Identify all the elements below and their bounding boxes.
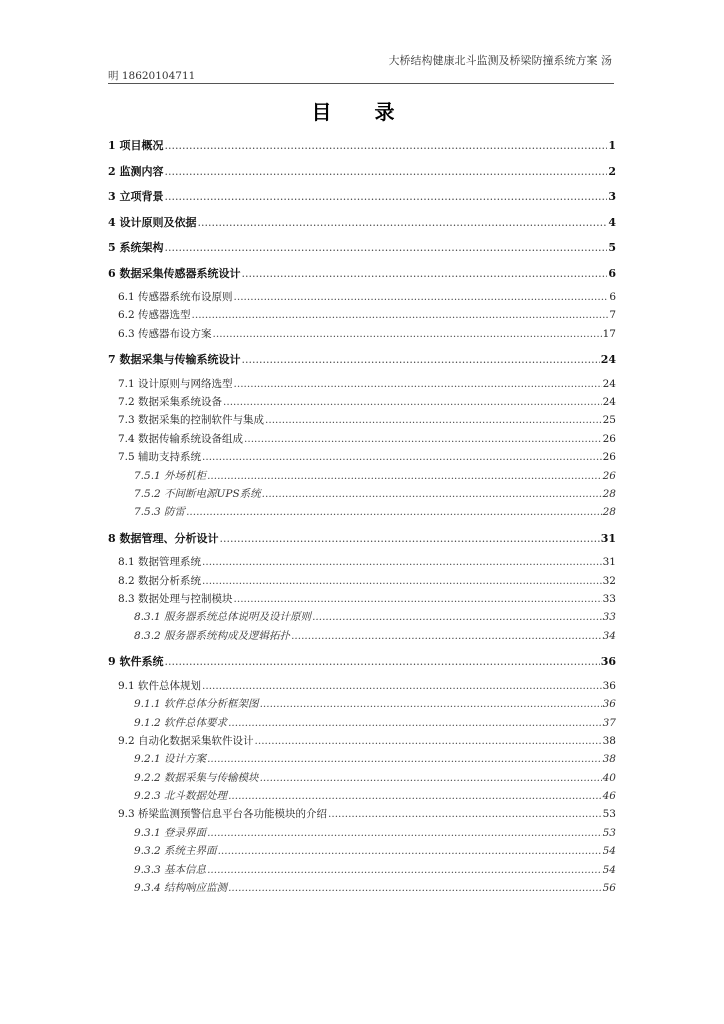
toc-entry-label: 7.2 数据采集系统设备 xyxy=(118,396,223,409)
toc-entry-page-number: 40 xyxy=(602,771,616,784)
toc-entry-level-3[interactable] xyxy=(108,881,616,899)
dot-leader xyxy=(164,163,607,181)
toc-entry-label: 9.3.3 基本信息 xyxy=(134,863,207,876)
dot-leader xyxy=(202,450,602,465)
toc-entry-page-number: 6 xyxy=(608,266,616,280)
toc-entry-page-number: 7 xyxy=(609,309,616,322)
toc-entry-label: 9.3.1 登录界面 xyxy=(134,826,207,839)
dot-leader xyxy=(207,469,602,484)
toc-entry-label: 8 数据管理、分析设计 xyxy=(108,531,219,545)
dot-leader xyxy=(312,610,602,625)
toc-entry-level-3[interactable] xyxy=(108,863,616,881)
dot-leader xyxy=(228,789,602,804)
toc-entry-level-1[interactable] xyxy=(108,351,616,377)
toc-entry-page-number: 34 xyxy=(602,629,616,642)
toc-entry-level-2[interactable] xyxy=(108,413,616,431)
toc-entry-page-number: 1 xyxy=(608,139,616,152)
toc-entry-label: 9.2.1 设计方案 xyxy=(134,753,207,766)
toc-entry-page-number: 3 xyxy=(608,190,616,203)
toc-entry-label: 7.4 数据传输系统设备组成 xyxy=(118,432,244,445)
toc-entry-page-number: 26 xyxy=(602,432,616,445)
toc-entry-page-number: 31 xyxy=(600,531,616,545)
dot-leader xyxy=(234,592,602,607)
toc-entry-page-number: 17 xyxy=(602,327,616,340)
toc-entry-page-number: 25 xyxy=(602,414,616,427)
toc-entry-label: 5 系统架构 xyxy=(108,241,164,254)
toc-entry-label: 7.5 辅助支持系统 xyxy=(118,451,202,464)
toc-entry-page-number: 6 xyxy=(609,291,616,303)
toc-entry-level-2[interactable] xyxy=(108,807,616,825)
toc-entry-page-number: 54 xyxy=(602,845,616,858)
toc-entry-page-number: 56 xyxy=(602,882,616,895)
toc-entry-label: 9.2 自动化数据采集软件设计 xyxy=(118,734,254,747)
toc-entry-label: 9.1 软件总体规划 xyxy=(118,679,202,692)
toc-entry-level-2[interactable] xyxy=(108,290,616,308)
toc-entry-label: 8.2 数据分析系统 xyxy=(118,574,202,587)
toc-entry-page-number: 28 xyxy=(602,506,616,519)
toc-entry-level-2[interactable] xyxy=(108,555,616,573)
dot-leader xyxy=(197,214,607,232)
toc-entry-label: 7 数据采集与传输系统设计 xyxy=(108,353,241,367)
toc-entry-label: 8.3.2 服务器系统构成及逻辑拓扑 xyxy=(134,629,291,642)
dot-leader xyxy=(265,413,602,428)
toc-entry-level-1[interactable] xyxy=(108,530,616,556)
toc-entry-level-1[interactable] xyxy=(108,653,616,679)
toc-entry-level-3[interactable] xyxy=(108,789,616,807)
toc-entry-level-3[interactable] xyxy=(108,505,616,523)
dot-leader xyxy=(207,863,602,878)
dot-leader xyxy=(219,530,599,548)
toc-entry-page-number: 4 xyxy=(608,215,616,229)
toc-entry-level-2[interactable] xyxy=(108,432,616,450)
toc-entry-level-2[interactable] xyxy=(108,450,616,468)
toc-entry-label: 6.2 传感器选型 xyxy=(118,309,191,322)
toc-entry-page-number: 33 xyxy=(602,593,616,606)
toc-entry-label: 4 设计原则及依据 xyxy=(108,215,197,229)
dot-leader xyxy=(241,351,599,369)
toc-entry-label: 6.3 传感器布设方案 xyxy=(118,327,212,340)
dot-leader xyxy=(260,771,602,786)
toc-entry-page-number: 24 xyxy=(602,396,616,409)
running-header-contact: 明 18620104711 xyxy=(108,70,196,82)
running-header-title: 大桥结构健康北斗监测及桥梁防撞系统方案 汤 xyxy=(388,54,612,67)
toc-entry-level-3[interactable] xyxy=(108,610,616,628)
toc-entry-label: 9 软件系统 xyxy=(108,655,164,669)
toc-entry-level-2[interactable] xyxy=(108,592,616,610)
toc-entry-label: 9.1.2 软件总体要求 xyxy=(134,716,228,729)
toc-entry-page-number: 28 xyxy=(602,488,616,501)
dot-leader xyxy=(262,487,602,502)
toc-entry-level-3[interactable] xyxy=(108,826,616,844)
dot-leader xyxy=(192,308,609,323)
dot-leader xyxy=(207,752,602,767)
toc-entry-level-1[interactable] xyxy=(108,137,616,163)
toc-entry-page-number: 53 xyxy=(602,826,616,839)
toc-entry-page-number: 32 xyxy=(602,574,616,587)
dot-leader xyxy=(202,574,602,589)
toc-entry-level-3[interactable] xyxy=(108,716,616,734)
toc-entry-level-2[interactable] xyxy=(108,395,616,413)
dot-leader xyxy=(164,188,607,206)
toc-entry-level-2[interactable] xyxy=(108,308,616,326)
dot-leader xyxy=(223,395,602,410)
dot-leader xyxy=(244,432,602,447)
dot-leader xyxy=(202,555,602,570)
toc-entry-level-2[interactable] xyxy=(108,377,616,395)
toc-entry-level-3[interactable] xyxy=(108,629,616,647)
toc-entry-level-3[interactable] xyxy=(108,771,616,789)
table-of-contents xyxy=(108,137,616,899)
toc-entry-level-1[interactable] xyxy=(108,239,616,265)
toc-entry-level-1[interactable] xyxy=(108,214,616,240)
toc-entry-level-3[interactable] xyxy=(108,844,616,862)
dot-leader xyxy=(164,239,607,257)
toc-entry-level-2[interactable] xyxy=(108,734,616,752)
toc-entry-page-number: 36 xyxy=(602,698,616,711)
toc-entry-label: 8.1 数据管理系统 xyxy=(118,556,202,569)
toc-entry-label: 9.3.4 结构响应监测 xyxy=(134,882,228,895)
toc-entry-page-number: 37 xyxy=(602,716,616,729)
toc-entry-label: 1 项目概况 xyxy=(108,139,164,152)
toc-entry-level-1[interactable] xyxy=(108,163,616,189)
toc-entry-label: 8.3 数据处理与控制模块 xyxy=(118,593,233,606)
toc-entry-page-number: 31 xyxy=(602,556,616,569)
toc-entry-label: 2 监测内容 xyxy=(108,164,164,178)
dot-leader xyxy=(202,679,602,694)
toc-entry-label: 6 数据采集传感器系统设计 xyxy=(108,266,241,280)
toc-entry-page-number: 33 xyxy=(602,611,616,624)
toc-entry-page-number: 26 xyxy=(602,451,616,464)
header-divider xyxy=(108,83,614,84)
toc-entry-page-number: 26 xyxy=(602,469,616,482)
toc-entry-page-number: 36 xyxy=(602,679,616,692)
dot-leader xyxy=(164,137,607,155)
dot-leader xyxy=(207,826,602,841)
dot-leader xyxy=(291,629,602,644)
toc-entry-level-1[interactable] xyxy=(108,188,616,214)
toc-entry-page-number: 38 xyxy=(602,734,616,747)
toc-entry-page-number: 54 xyxy=(602,863,616,876)
toc-entry-page-number: 5 xyxy=(608,241,616,254)
page-title: 目 录 xyxy=(311,100,413,124)
toc-entry-level-2[interactable] xyxy=(108,574,616,592)
toc-entry-page-number: 24 xyxy=(602,377,616,390)
dot-leader xyxy=(164,653,599,671)
toc-entry-level-2[interactable] xyxy=(108,679,616,697)
toc-entry-level-3[interactable] xyxy=(108,487,616,505)
toc-entry-label: 3 立项背景 xyxy=(108,190,164,203)
toc-entry-page-number: 38 xyxy=(602,753,616,766)
toc-entry-level-3[interactable] xyxy=(108,469,616,487)
toc-entry-label: 8.3.1 服务器系统总体说明及设计原则 xyxy=(134,611,312,624)
toc-entry-label: 9.3.2 系统主界面 xyxy=(134,845,217,858)
dot-leader xyxy=(328,807,602,822)
toc-entry-page-number: 2 xyxy=(608,164,616,178)
toc-entry-page-number: 53 xyxy=(602,808,616,821)
dot-leader xyxy=(186,505,602,520)
dot-leader xyxy=(241,265,607,283)
toc-entry-label: 7.5.2 不间断电源UPS系统 xyxy=(134,488,261,501)
toc-entry-label: 9.3 桥梁监测预警信息平台各功能模块的介绍 xyxy=(118,808,328,821)
toc-entry-page-number: 46 xyxy=(602,790,616,803)
dot-leader xyxy=(234,290,609,305)
dot-leader xyxy=(255,734,602,749)
toc-entry-page-number: 36 xyxy=(600,655,616,669)
toc-entry-label: 9.2.2 数据采集与传输模块 xyxy=(134,771,259,784)
dot-leader xyxy=(218,844,602,859)
toc-entry-label: 9.1.1 软件总体分析框架图 xyxy=(134,698,259,711)
toc-entry-level-3[interactable] xyxy=(108,752,616,770)
dot-leader xyxy=(213,327,602,342)
toc-entry-label: 7.3 数据采集的控制软件与集成 xyxy=(118,414,265,427)
toc-entry-label: 9.2.3 北斗数据处理 xyxy=(134,790,228,803)
dot-leader xyxy=(260,697,602,712)
dot-leader xyxy=(234,377,602,392)
dot-leader xyxy=(228,716,602,731)
toc-entry-level-1[interactable] xyxy=(108,265,616,291)
dot-leader xyxy=(228,881,602,896)
toc-entry-level-2[interactable] xyxy=(108,327,616,345)
toc-entry-label: 6.1 传感器系统布设原则 xyxy=(118,291,233,303)
toc-entry-level-3[interactable] xyxy=(108,697,616,715)
toc-entry-label: 7.1 设计原则与网络选型 xyxy=(118,377,233,390)
toc-entry-page-number: 24 xyxy=(600,353,616,367)
toc-entry-label: 7.5.3 防雷 xyxy=(134,506,186,519)
toc-entry-label: 7.5.1 外场机柜 xyxy=(134,469,207,482)
